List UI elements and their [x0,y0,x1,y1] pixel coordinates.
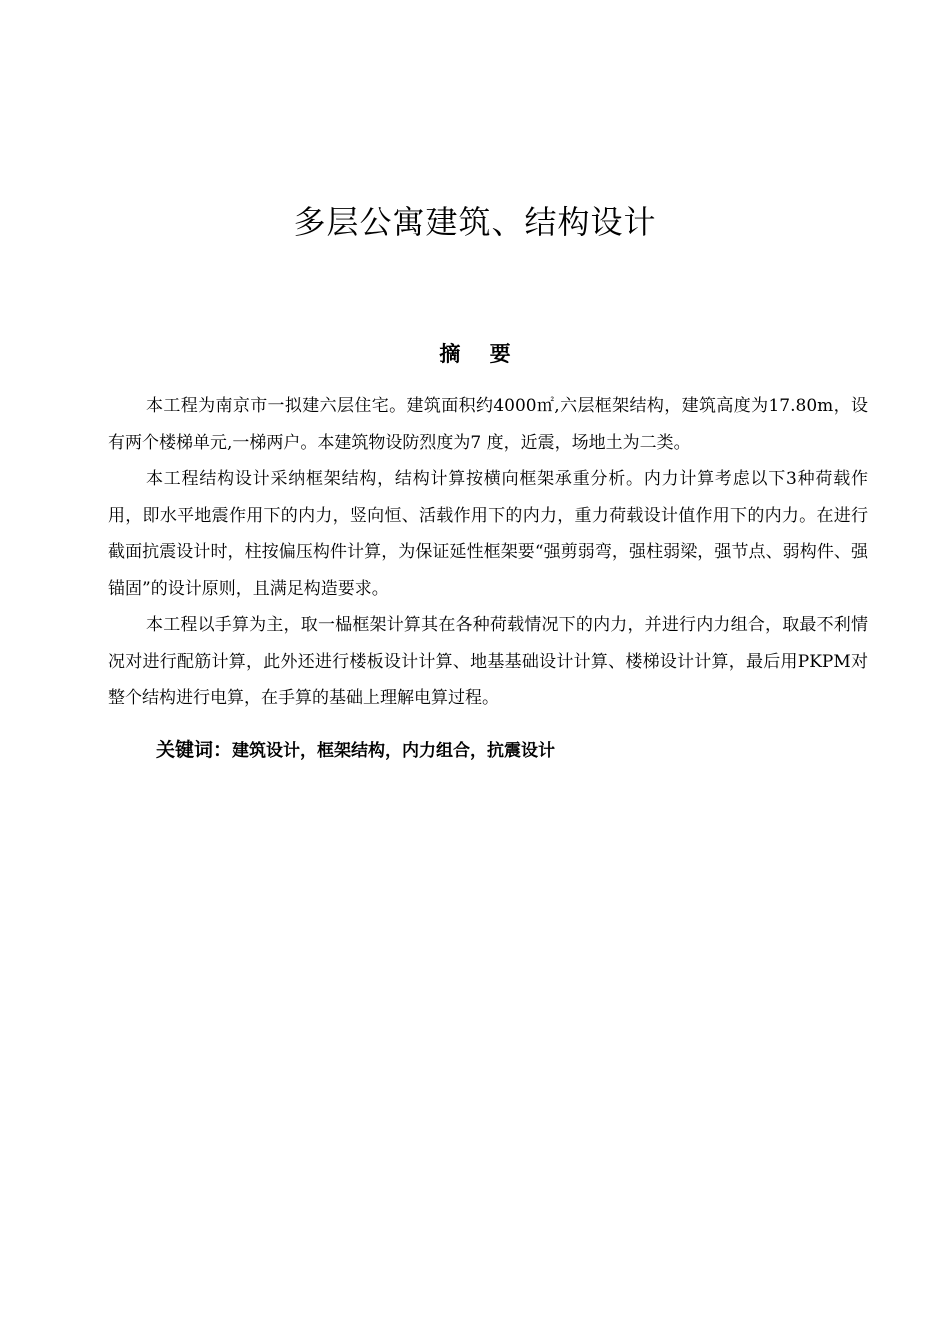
keywords-line [156,733,555,768]
document-title: 多层公寓建筑、结构设计 [293,203,657,241]
abstract-heading: 摘 要 [439,342,511,366]
keywords-value: 建筑设计，框架结构，内力组合，抗震设计 [232,741,556,761]
keywords-label: 关键词： [156,739,233,761]
abstract-paragraph: 本工程为南京市一拟建六层住宅。建筑面积约4000㎡,六层框架结构，建筑高度为17.80m，设有两个楼梯单元,一梯两户。本建筑物设防烈度为7 度，近震，场地土为二类。 [108,396,868,453]
abstract-paragraph: 本工程结构设计采纳框架结构，结构计算按横向框架承重分析。内力计算考虑以下3种荷载作用，即水平地震作用下的内力，竖向恒、活载作用下的内力，重力荷载设计值作用下的内力。在进行截面抗震设计时，柱按偏压构件计算，为保证延性框架要“强剪弱弯，强柱弱梁，强节点、弱构件、强锚固”的设计原则，且满足构造要求。 [108,469,868,599]
abstract-body [108,388,868,717]
abstract-paragraph: 本工程以手算为主，取一榀框架计算其在各种荷载情况下的内力，并进行内力组合，取最不利情况对进行配筋计算，此外还进行楼板设计计算、地基基础设计计算、楼梯设计计算，最后用PKPM对整个结构进行电算，在手算的基础上理解电算过程。 [108,615,868,708]
